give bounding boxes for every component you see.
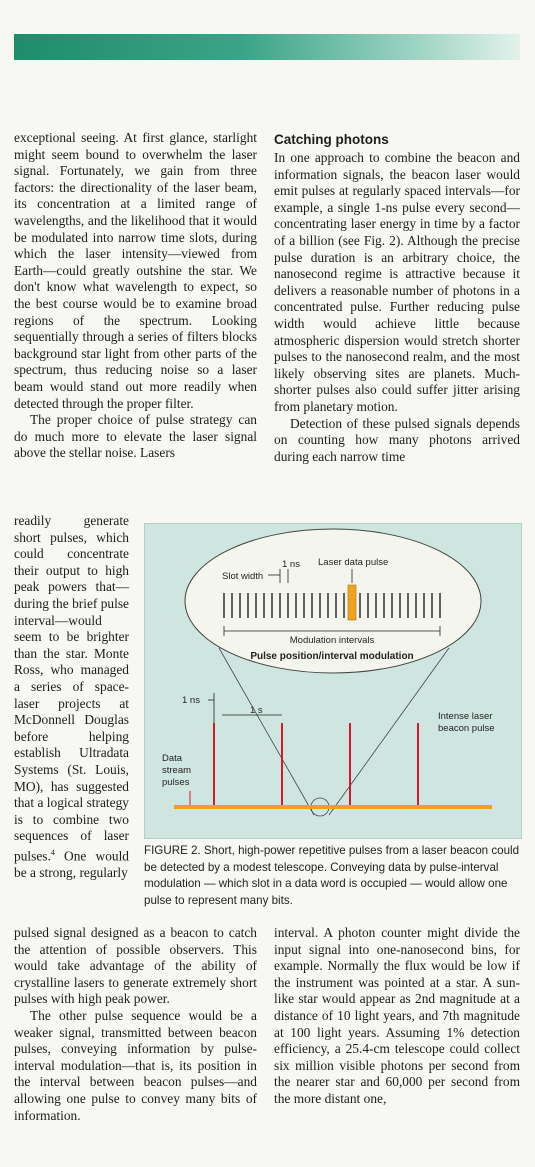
left-narrow-column	[14, 513, 129, 882]
left-paragraph-1: exceptional seeing. At first glance, starlight might seem bound to overwhelm the laser signal. Fortunately, we gain from three factors: the directionality of the laser beam, its concentration at a limited range of wavelengths, and the likelihood that it would be modulated into narrow time slots, during which the laser intensity—viewed from Earth—could greatly outshine the star. We don't know what wavelength to expect, so the best course would be to examine broad regions of the spectrum. Looking sequentially through a series of filters blocks background star light from other parts of the spectrum, thus reducing noise so a laser beam would stand out more readily when detected through the proper filter.	[14, 130, 257, 411]
left-bottom-paragraph-2: The other pulse sequence would be a weaker signal, transmitted between beacon pulses, conveying information by pulse-interval modulation—that is, its position in the interval between beacon pulses—and allowing one pulse to convey many bits of information.	[14, 1007, 257, 1123]
time-axis	[174, 805, 492, 809]
label-pulse-modulation: Pulse position/interval modulation	[250, 651, 414, 662]
label-data-stream: Data stream pulses	[162, 753, 192, 788]
left-bottom-paragraph-1: pulsed signal designed as a beacon to catch the attention of possible observers. This would take advantage of the ability of crystalline lasers to generate extremely short pulses with high peak power.	[14, 925, 257, 1007]
left-narrow-text: readily generate short pulses, which could concentrate their output to high peak powers that—during the brief pulse interval—would seem to be brighter than the star. Monte Ross, who managed a series of space-laser projects at McDonnell Douglas before helping establish Ultradata Systems (St. Louis, MO), has suggested that a logical strategy is to combine two sequences of laser pulses.	[14, 513, 129, 864]
right-column-bottom	[274, 925, 520, 1108]
left-column-top	[14, 130, 257, 462]
left-column-bottom	[14, 925, 257, 1124]
right-paragraph-2: Detection of these pulsed signals depends on counting how many photons arrived during each narrow time	[274, 415, 520, 464]
right-paragraph-1: In one approach to combine the beacon and information signals, the beacon laser would emit pulses at regularly spaced intervals—for example, a single 1-ns pulse every second—concentrating laser energy in time by a factor of a billion (see Fig. 2). Although the precise pulse duration is an arbitrary choice, the nanosecond regime is attractive because it delivers a reasonable number of photons in a concentrated pulse. Further reducing pulse width would achieve little because atmospheric dispersion would stretch shorter pulses to the nanosecond realm, and the most likely observing sites are planets. Much-shorter pulses also could suffer jitter arising from planetary motion.	[274, 150, 520, 414]
label-slot-width: Slot width	[222, 571, 264, 582]
label-ns-left: 1 ns	[182, 695, 200, 706]
label-intense-pulse: Intense laser beacon pulse	[438, 711, 495, 734]
footnote-ref: 4	[50, 847, 55, 857]
label-modulation-intervals: Modulation intervals	[289, 635, 375, 646]
section-heading: Catching photons	[274, 132, 389, 147]
label-one-second: 1 s	[250, 705, 263, 716]
right-column-top	[274, 132, 520, 465]
left-narrow-tail: One would be a strong, regularly	[14, 848, 129, 880]
laser-data-pulse-bar	[348, 585, 356, 620]
label-laser-data-pulse: Laser data pulse	[318, 557, 389, 568]
label-ns-top: 1 ns	[282, 559, 300, 570]
left-paragraph-2: The proper choice of pulse strategy can do much more to elevate the laser signal above the stellar noise. Lasers	[14, 412, 257, 461]
figure-caption: FIGURE 2. Short, high-power repetitive pulses from a laser beacon could be detected by a modest telescope. Conveying data by pulse-interval modulation — which slot in a data word is occupied — would allow one pulse to represent many bits.	[144, 844, 520, 907]
left-narrow-paragraph	[14, 513, 129, 882]
figure-2-diagram	[144, 523, 522, 839]
right-bottom-paragraph: interval. A photon counter might divide the input signal into one-nanosecond bins, for example. Normally the flux would be low if the instrument was pointed at a star. A sun-like star would appear as 2nd magnitude at a distance of 10 light years, and 7th magnitude at 100 light years. Assuming 1% detection efficiency, a 25.4-cm telescope could collect six million visible photons per second from the nearer star and 60,000 per second from the more distant one,	[274, 925, 520, 1106]
header-color-bar	[14, 34, 520, 60]
